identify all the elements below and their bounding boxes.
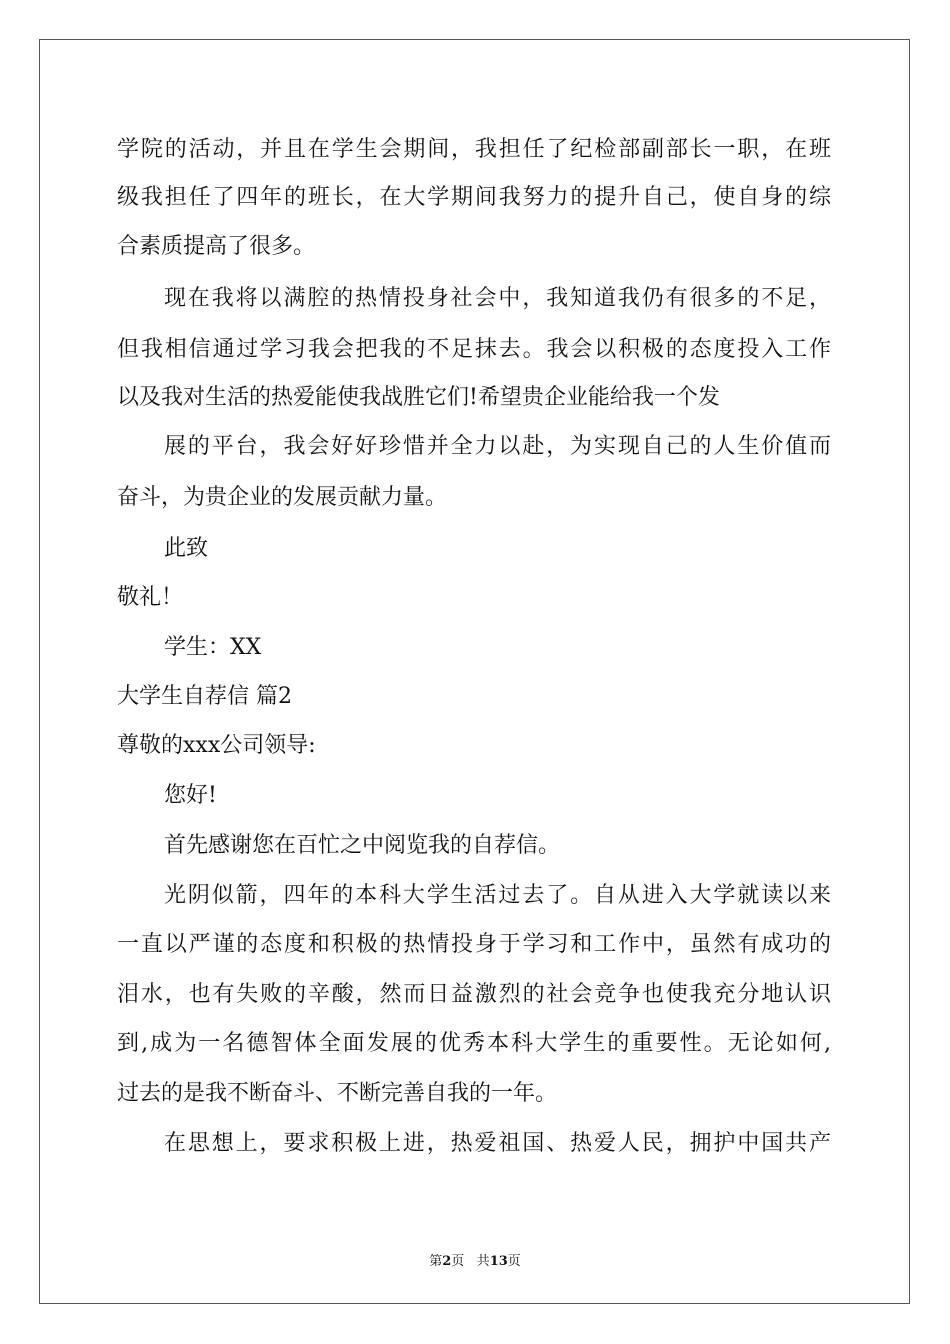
text-line: 敬礼！	[117, 585, 184, 610]
footer-total-pages: 13	[489, 1254, 508, 1269]
text-line: 光阴似箭，四年的本科大学生活过去了。自从进入大学就读以来	[164, 883, 831, 908]
footer-page-suffix: 页	[451, 1254, 465, 1269]
text-line: 过去的是我不断奋斗、不断完善自我的一年。	[117, 1081, 558, 1106]
text-line: 现在我将以满腔的热情投身社会中，我知道我仍有很多的不足，	[164, 286, 831, 311]
text-line: 奋斗，为贵企业的发展贡献力量。	[117, 485, 448, 510]
greeting: 您好!	[164, 783, 217, 808]
salutation: 尊敬的xxx公司领导:	[117, 733, 316, 758]
footer-page-current: 2	[442, 1254, 452, 1269]
text-line: 此致	[164, 536, 209, 561]
text-line: 在思想上，要求积极上进，热爱祖国、热爱人民，拥护中国共产	[164, 1131, 831, 1156]
text-line: 到,成为一名德智体全面发展的优秀本科大学生的重要性。无论如何,	[117, 1031, 831, 1056]
footer-total-prefix: 共	[476, 1254, 490, 1269]
text-line: 学院的活动，并且在学生会期间，我担任了纪检部副部长一职，在班	[117, 137, 831, 162]
text-line: 一直以严谨的态度和积极的热情投身于学习和工作中，虽然有成功的	[117, 932, 831, 957]
text-line: 合素质提高了很多。	[117, 234, 316, 259]
text-line: 学生：XX	[164, 635, 262, 660]
page-frame	[39, 39, 910, 1304]
section-heading: 大学生自荐信 篇2	[117, 684, 292, 709]
text-line: 泪水，也有失败的辛酸，然而日益激烈的社会竞争也使我充分地认识	[117, 982, 831, 1007]
text-line: 首先感谢您在百忙之中阅览我的自荐信。	[164, 833, 561, 858]
text-line: 级我担任了四年的班长，在大学期间我努力的提升自己，使自身的综	[117, 185, 831, 210]
page-footer	[0, 1250, 950, 1269]
footer-total-suffix: 页	[507, 1254, 521, 1269]
text-line: 展的平台，我会好好珍惜并全力以赴，为实现自己的人生价值而	[164, 434, 831, 459]
text-line: 以及我对生活的热爱能使我战胜它们!希望贵企业能给我一个发	[117, 385, 720, 410]
text-line: 但我相信通过学习我会把我的不足抹去。我会以积极的态度投入工作	[117, 337, 831, 362]
footer-page-prefix: 第	[429, 1254, 443, 1269]
